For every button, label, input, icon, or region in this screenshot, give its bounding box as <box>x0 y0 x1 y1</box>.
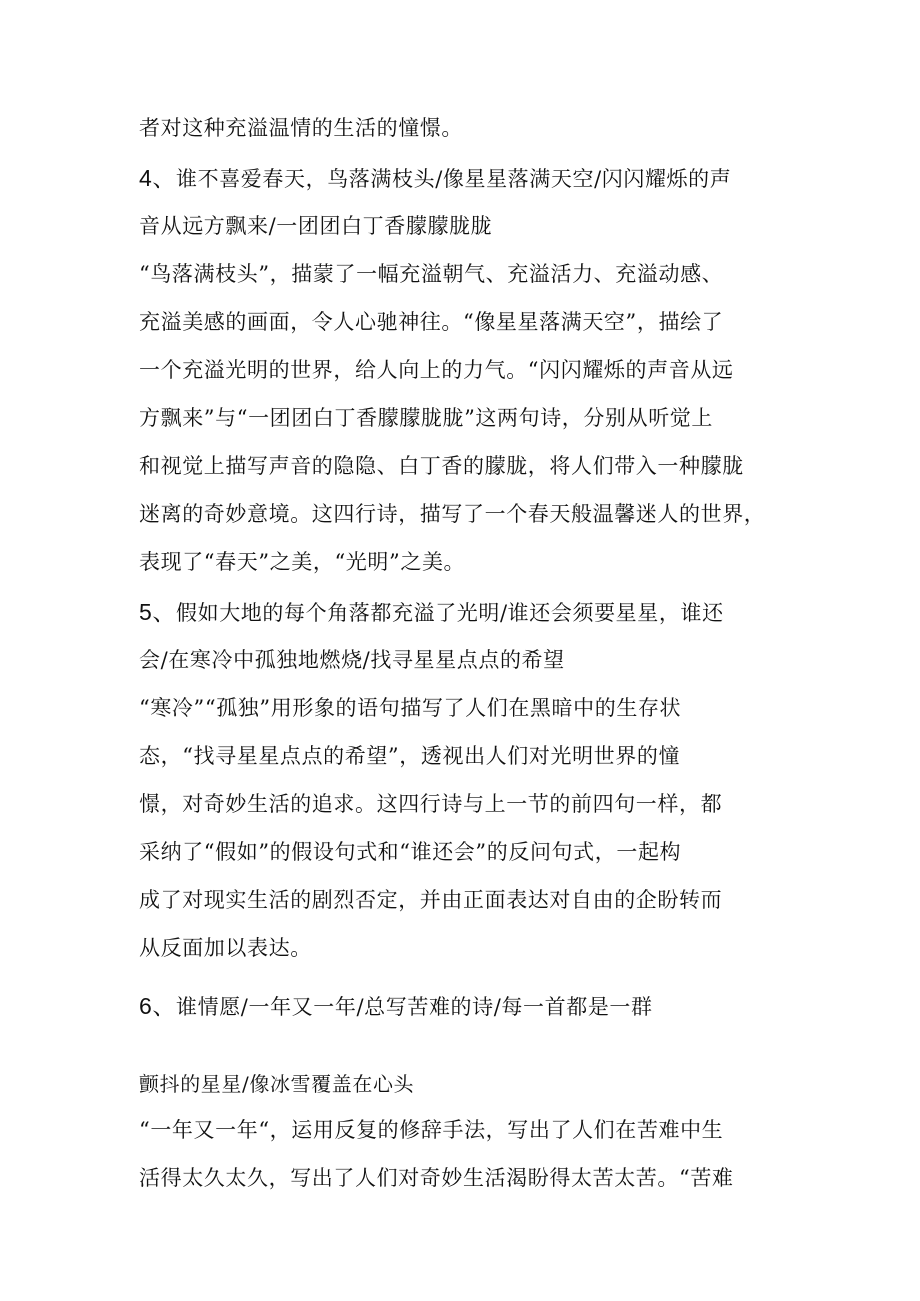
heading-text: 假如大地的每个角落都充溢了光明/谁还会须要星星，谁还 <box>176 601 724 625</box>
text-line: 者对这种充溢温情的生活的憧憬。 <box>139 116 463 140</box>
text-line: “一年又一年“，运用反复的修辞手法，写出了人们在苦难中生 <box>139 1118 724 1142</box>
section-heading-5 <box>139 598 724 627</box>
section-number: 5、 <box>139 599 176 625</box>
text-line: 从反面加以表达。 <box>139 936 312 960</box>
heading-text: 谁不喜爱春天，鸟落满枝头/像星星落满天空/闪闪耀烁的声 <box>176 167 732 191</box>
section-heading-6 <box>139 992 653 1021</box>
text-line: 和视觉上描写声音的隐隐、白丁香的朦胧，将人们带入一种朦胧 <box>139 454 744 478</box>
text-line: 充溢美感的画面，令人心驰神往。“像星星落满天空”，描绘了 <box>139 310 724 334</box>
text-line: 表现了“春天”之美，“光明”之美。 <box>139 550 466 574</box>
text-line: 音从远方飘来/一团团白丁香朦朦胧胧 <box>139 214 493 238</box>
section-number: 6、 <box>139 993 176 1019</box>
text-line: “寒冷”“孤独”用形象的语句描写了人们在黑暗中的生存状 <box>139 696 682 720</box>
text-line: 迷离的奇妙意境。这四行诗，描写了一个春天般温馨迷人的世界， <box>139 502 766 526</box>
text-line: 憬，对奇妙生活的追求。这四行诗与上一节的前四句一样，都 <box>139 792 723 816</box>
text-line: 采纳了“假如”的假设句式和“谁还会”的反问句式，一起构 <box>139 840 682 864</box>
text-line: 会/在寒冷中孤独地燃烧/找寻星星点点的希望 <box>139 648 565 672</box>
text-line: “鸟落满枝头”，描蒙了一幅充溢朝气、充溢活力、充溢动感、 <box>139 262 724 286</box>
section-heading-4 <box>139 164 731 193</box>
text-line: 颤抖的星星/像冰雪覆盖在心头 <box>139 1072 415 1096</box>
heading-text: 谁情愿/一年又一年/总写苦难的诗/每一首都是一群 <box>176 995 653 1019</box>
text-line: 方飘来”与“一团团白丁香朦朦胧胧”这两句诗，分别从听觉上 <box>139 406 714 430</box>
text-line: 活得太久太久，写出了人们对奇妙生活渴盼得太苦太苦。“苦难 <box>139 1166 734 1190</box>
text-line: 成了对现实生活的剧烈否定，并由正面表达对自由的企盼转而 <box>139 888 723 912</box>
text-line: 一个充溢光明的世界，给人向上的力气。“闪闪耀烁的声音从远 <box>139 358 734 382</box>
text-line: 态，“找寻星星点点的希望”，透视出人们对光明世界的憧 <box>139 744 681 768</box>
section-number: 4、 <box>139 165 176 191</box>
